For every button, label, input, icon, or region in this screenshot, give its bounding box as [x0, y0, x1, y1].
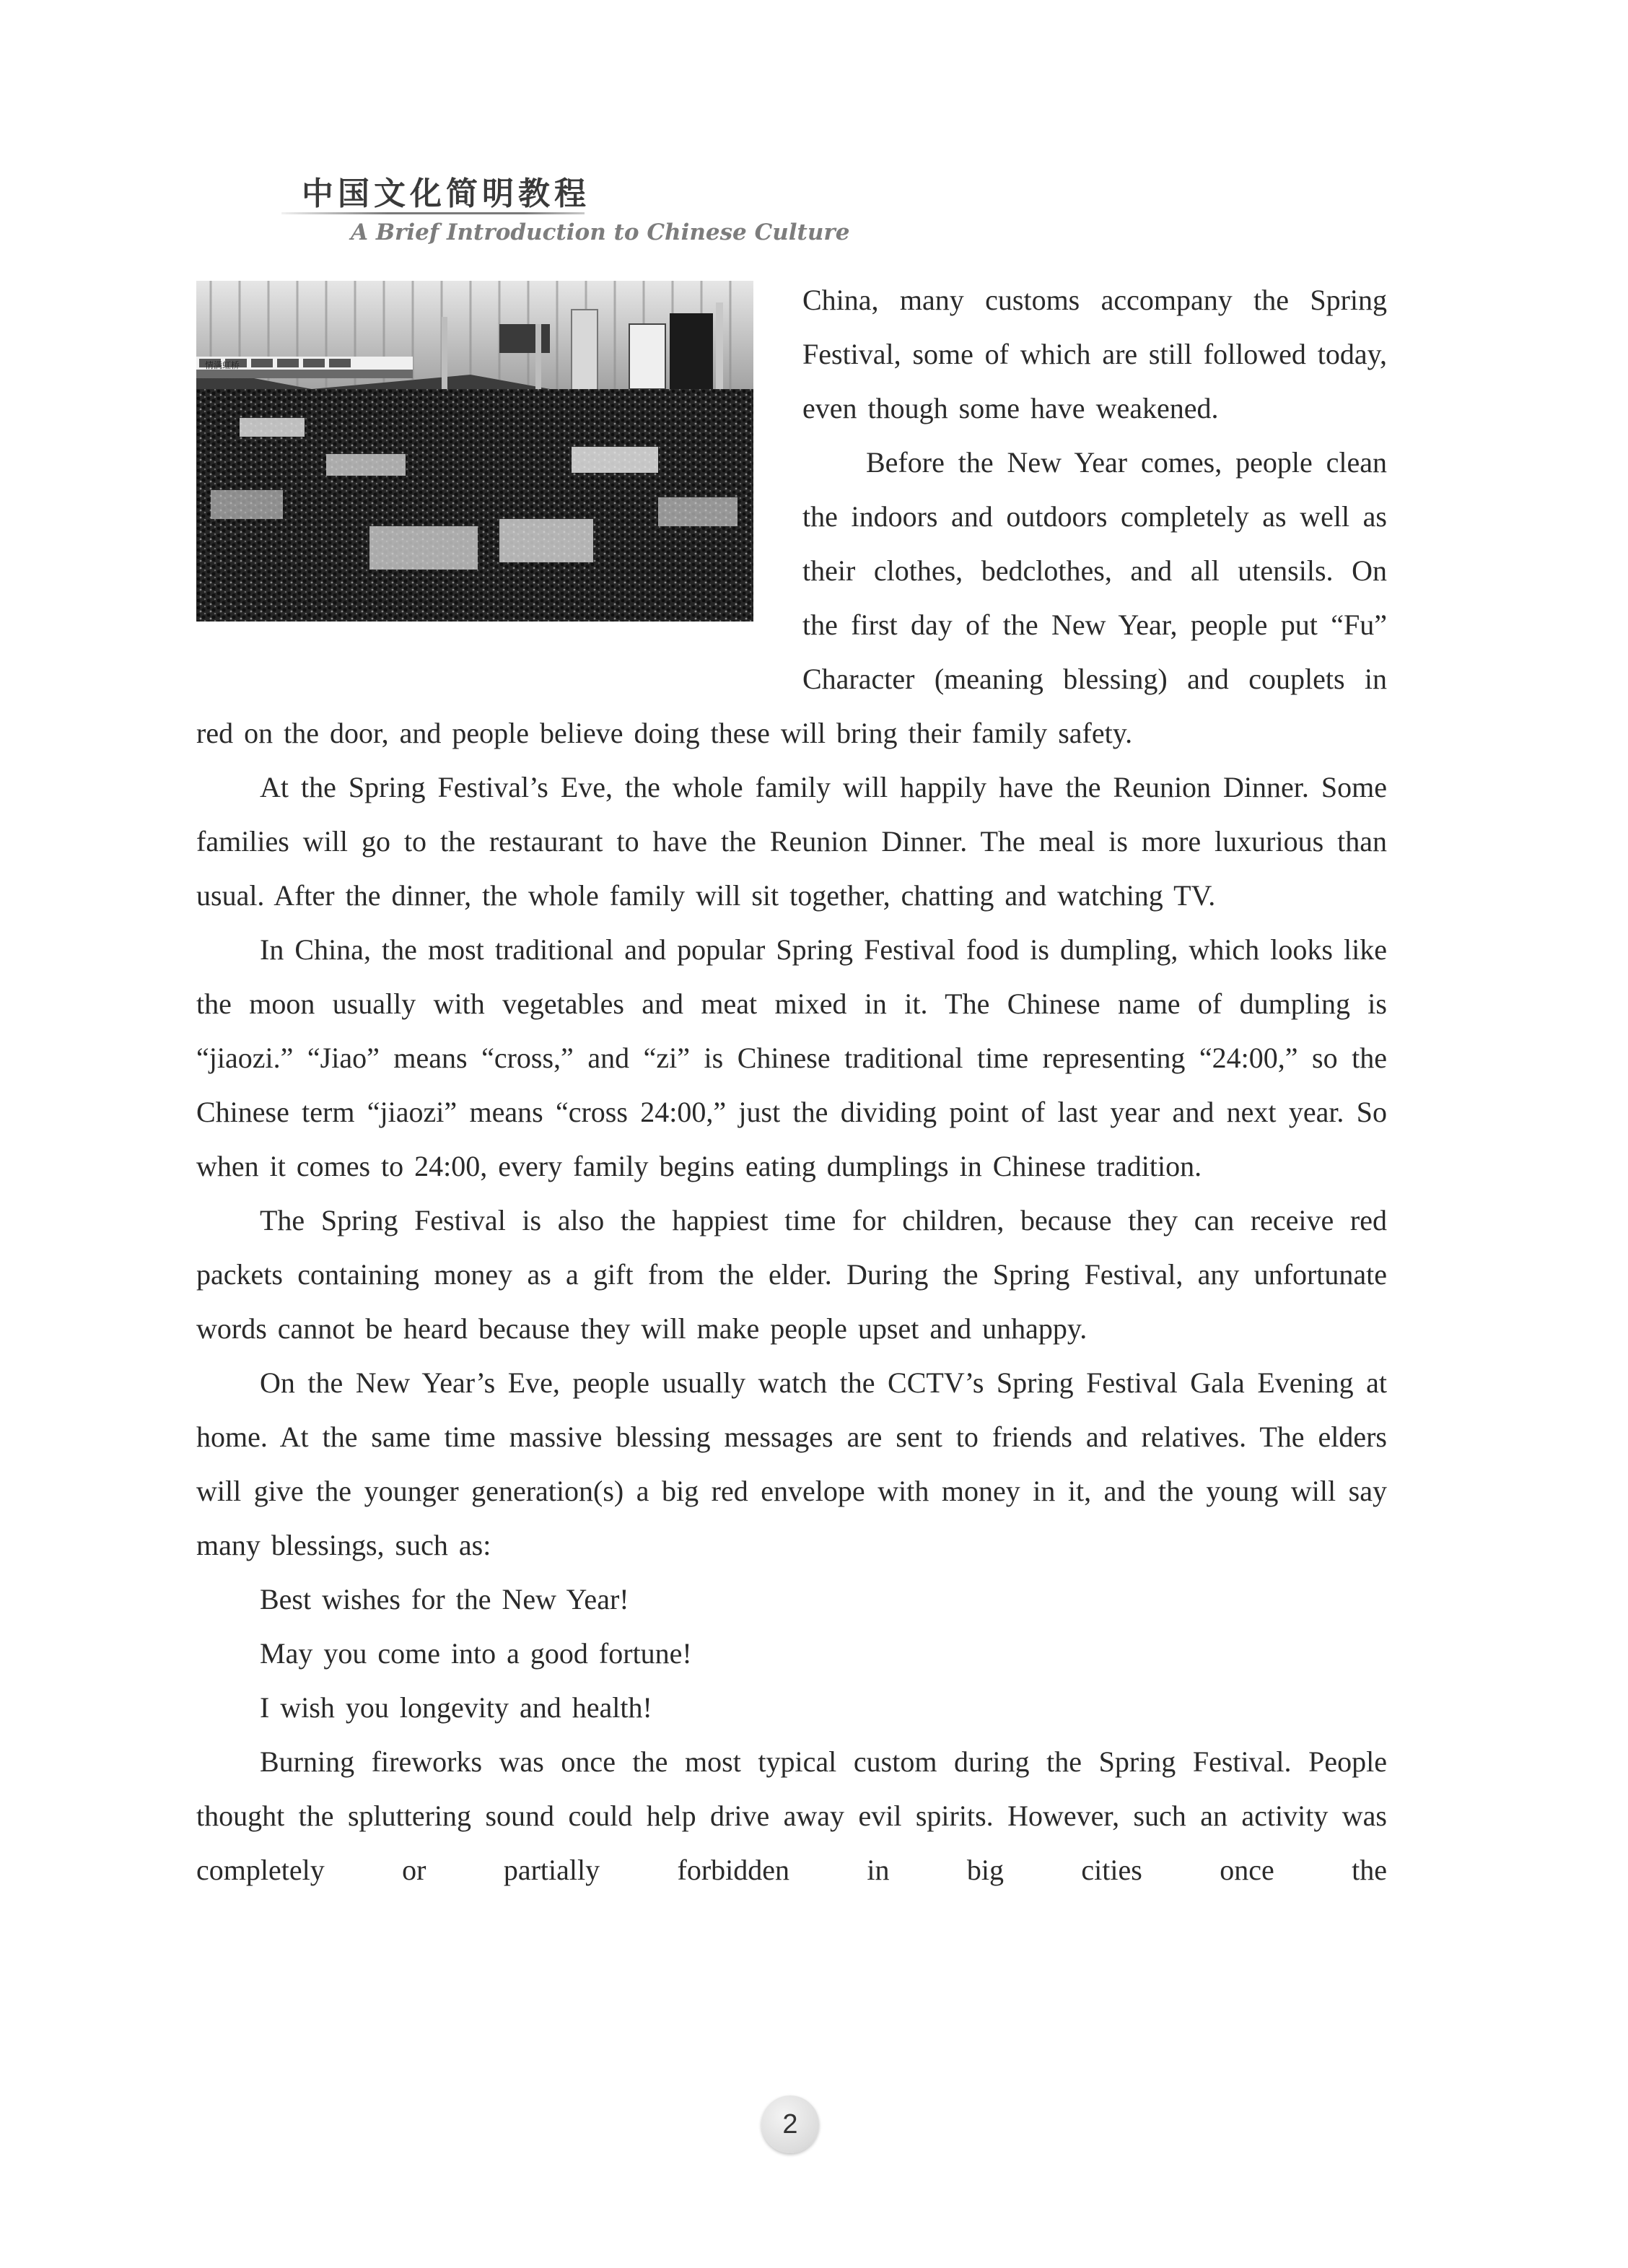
paragraph-children: The Spring Festival is also the happiest time for children, because they can receive red packets containing money as a gift from the elder. During the Spring Festival, any unfortunate words cannot be heard because they will make people upset and unhappy. — [196, 1204, 1387, 1345]
blessing-line-1: Best wishes for the New Year! — [260, 1583, 629, 1615]
header-rule — [281, 212, 585, 214]
paragraph-intro-continued: China, many customs accompany the Spring Festival, some of which are still followed today, even though some have weakened. — [802, 284, 1387, 424]
paragraph-before-new-year: Before the New Year comes, people clean the indoors and outdoors completely as well as their clothes, bedclothes, and all utensils. On the first day of the New Year, people put “Fu” Character (meaning blessing) and couplets in red on the door, and people believe doing these will bring their family safety. — [196, 446, 1387, 749]
paragraph-dumplings: In China, the most traditional and popular Spring Festival food is dumpling, which looks like the moon usually with vegetables and meat mixed in it. The Chinese name of dumpling is “jiaozi.” “Jiao” means “cross,” and “zi” is Chinese traditional time representing “24:00,” so the Chinese term “jiaozi” means “cross 24:00,” just the dividing point of last year and next year. So when it comes to 24:00, every family begins eating dumplings in Chinese tradition. — [196, 933, 1387, 1182]
page-number: 2 — [761, 2095, 819, 2153]
running-header — [281, 167, 850, 254]
blessing-line-3: I wish you longevity and health! — [260, 1691, 652, 1724]
blessing-line-2: May you come into a good fortune! — [260, 1637, 692, 1670]
photo-wrap-space — [196, 273, 802, 655]
header-title-english: A Brief Introduction to Chinese Culture — [351, 219, 850, 245]
paragraph-fireworks: Burning fireworks was once the most typical custom during the Spring Festival. People thought the spluttering sound could help drive away evil spirits. However, such an activity was completely or partially forbidden in big cities once the — [196, 1745, 1387, 1886]
body-text — [196, 273, 1387, 1897]
header-title-chinese: 中国文化简明教程 — [302, 175, 590, 212]
paragraph-new-years-eve: On the New Year’s Eve, people usually watch the CCTV’s Spring Festival Gala Evening at home. At the same time massive blessing messages are sent to friends and relatives. The elders will give the younger generation(s) a big red envelope with money in it, and the young will say many blessings, such as: — [196, 1366, 1387, 1561]
photo-sign-banner: 情满虹桥 — [205, 360, 240, 370]
paragraph-spring-festival-eve: At the Spring Festival’s Eve, the whole family will happily have the Reunion Dinner. Some families will go to the restaurant to have the Reunion Dinner. The meal is more luxurious than usual. After the dinner, the whole family will sit together, chatting and watching TV. — [196, 771, 1387, 912]
